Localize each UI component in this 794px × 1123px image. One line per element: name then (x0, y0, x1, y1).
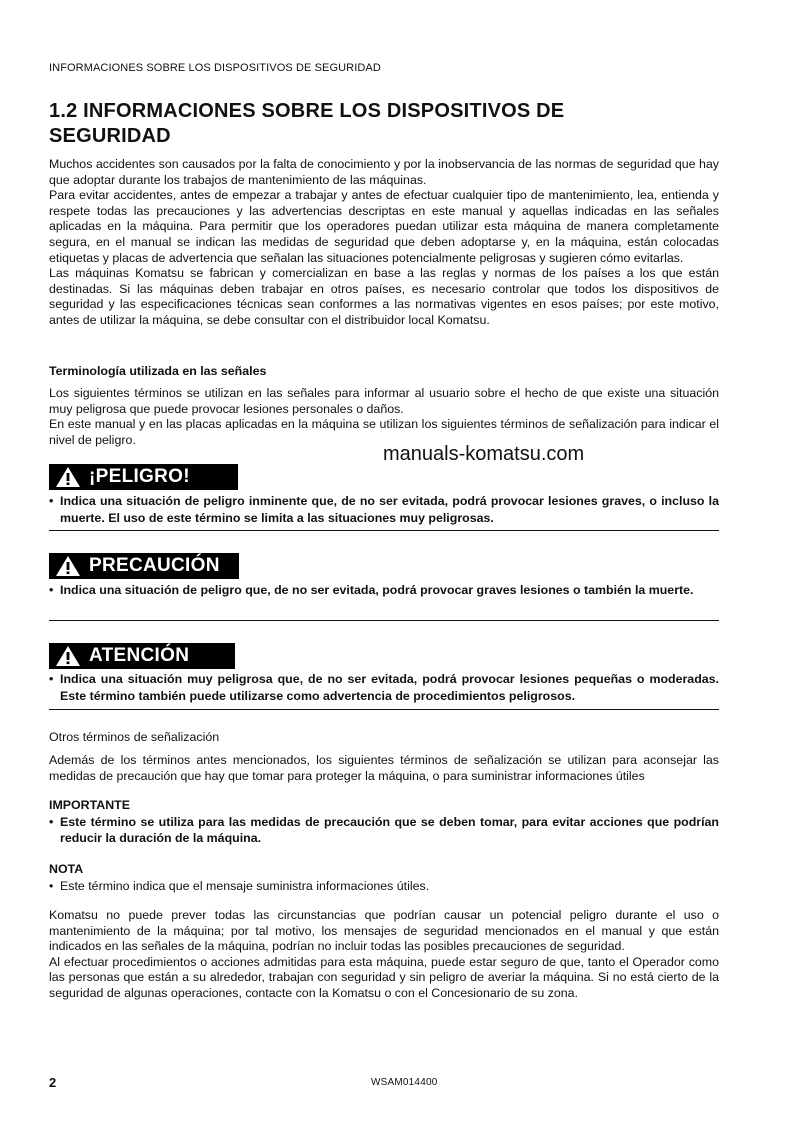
signal-box-peligro (49, 464, 238, 490)
note-label: NOTA (49, 862, 84, 876)
divider-atencion (49, 709, 719, 710)
closing-paragraph-1: Komatsu no puede prever todas las circunstancias que podrían causar un potencial peligro durante el uso o mantenimiento de la máquina; por tal motivo, los mensajes de seguridad mencionados en el manual y que están indicados en las señales de la máquina, podrían no incluir todas las posibles precauciones de seguridad. (49, 908, 719, 954)
signal-word-peligro: ¡PELIGRO! (89, 466, 190, 487)
section-title-line2: SEGURIDAD (49, 125, 171, 147)
other-terms-heading: Otros términos de señalización (49, 730, 220, 744)
signal-desc-precaucion-text: Indica una situación de peligro que, de no ser evitada, podrá provocar graves lesiones o también la muerte. (60, 583, 694, 597)
signal-desc-peligro-text: Indica una situación de peligro inminente que, de no ser evitada, podrá provocar lesiones graves, o incluso la muerte. El uso de este término se limita a las situaciones muy peligrosas. (60, 494, 719, 525)
note-text: Este término indica que el mensaje suministra informaciones útiles. (60, 878, 430, 893)
signal-box-precaucion (49, 553, 239, 579)
signal-desc-precaucion (49, 582, 719, 599)
manual-page (49, 0, 719, 1123)
running-header: INFORMACIONES SOBRE LOS DISPOSITIVOS DE SEGURIDAD (49, 62, 381, 74)
intro-paragraph-3: Las máquinas Komatsu se fabrican y comercializan en base a las reglas y normas de los países a los que están destinadas. Si las máquinas deben trabajar en otros países, es necesario controlar que todos los dispositivos de seguridad y las especificaciones técnicas sean conformes a las normativas vigentes en esos países; por este motivo, antes de utilizar la máquina, se debe consultar con el distribuidor local Komatsu. (49, 266, 719, 327)
closing-paragraph-2: Al efectuar procedimientos o acciones admitidas para esta máquina, puede estar seguro de que, tanto el Operador como las personas que están a su alrededor, trabajan con seguridad y sin peligro de averiar la máquina. Si no está cierto de la seguridad de algunas operaciones, contacte con la Komatsu o con el Concesionario de su zona. (49, 954, 719, 1000)
divider-precaucion (49, 620, 719, 621)
document-code: WSAM014400 (371, 1077, 438, 1088)
other-terms-paragraph: Además de los términos antes mencionados, los siguientes términos de señalización se utilizan para aconsejar las medidas de precaución que hay que tomar para proteger la máquina, o para suministrar informaciones útiles (49, 753, 719, 783)
closing-block (49, 908, 719, 1002)
signal-word-atencion: ATENCIÓN (89, 645, 190, 666)
bullet: • (49, 814, 54, 829)
important-block (49, 798, 719, 846)
signal-desc-peligro (49, 493, 719, 526)
terminology-heading-block (49, 364, 719, 380)
signal-desc-atencion (49, 671, 719, 704)
terminology-paragraph-2: En este manual y en las placas aplicadas en la máquina se utilizan los siguientes términos de señalización para indicar el nivel de peligro. (49, 417, 719, 447)
signal-box-atencion (49, 643, 235, 669)
signal-desc-atencion-text: Indica una situación muy peligrosa que, de no ser evitada, podrá provocar lesiones pequeñas o moderadas. Este término también puede utilizarse como advertencia de procedimientos peligrosos. (60, 672, 719, 703)
note-block (49, 862, 719, 894)
bullet: • (49, 878, 54, 893)
warning-triangle-icon (55, 645, 81, 667)
bullet: • (49, 494, 54, 508)
other-terms-heading-block (49, 730, 719, 746)
intro-paragraph-1: Muchos accidentes son causados por la falta de conocimiento y por la inobservancia de las normas de seguridad que hay que adoptar durante los trabajos de mantenimiento de las máquinas. (49, 157, 719, 187)
bullet: • (49, 583, 54, 597)
intro-block (49, 157, 719, 329)
terminology-heading: Terminología utilizada en las señales (49, 364, 267, 378)
bullet: • (49, 672, 54, 686)
terminology-block (49, 386, 719, 448)
important-label: IMPORTANTE (49, 798, 130, 812)
section-title (49, 99, 719, 149)
signal-word-precaucion: PRECAUCIÓN (89, 555, 220, 576)
page-number: 2 (49, 1075, 57, 1090)
divider-peligro (49, 530, 719, 531)
section-title-line1: 1.2 INFORMACIONES SOBRE LOS DISPOSITIVOS DE (49, 100, 565, 122)
terminology-paragraph-1: Los siguientes términos se utilizan en las señales para informar al usuario sobre el hecho de que existe una situación muy peligrosa que puede provocar lesiones personales o daños. (49, 386, 719, 416)
intro-paragraph-2: Para evitar accidentes, antes de empezar a trabajar y antes de efectuar cualquier tipo de mantenimiento, lea, entienda y respete todas las precauciones y las advertencias descriptas en este manual y aquellas indicadas en las señales aplicadas en la máquina. Para permitir que los operadores puedan utilizar esta máquina de manera completamente segura, en el manual se indican las medidas de seguridad que deben adoptarse y, en la máquina, están colocadas etiquetas y placas de advertencia que señalan las situaciones potencialmente peligrosas y sugieren cómo evitarlas. (49, 188, 719, 265)
warning-triangle-icon (55, 466, 81, 488)
watermark: manuals-komatsu.com (383, 443, 585, 465)
other-terms-block (49, 753, 719, 784)
important-text: Este término se utiliza para las medidas de precaución que se deben tomar, para evitar acciones que podrían reducir la duración de la máquina. (60, 814, 719, 845)
warning-triangle-icon (55, 555, 81, 577)
